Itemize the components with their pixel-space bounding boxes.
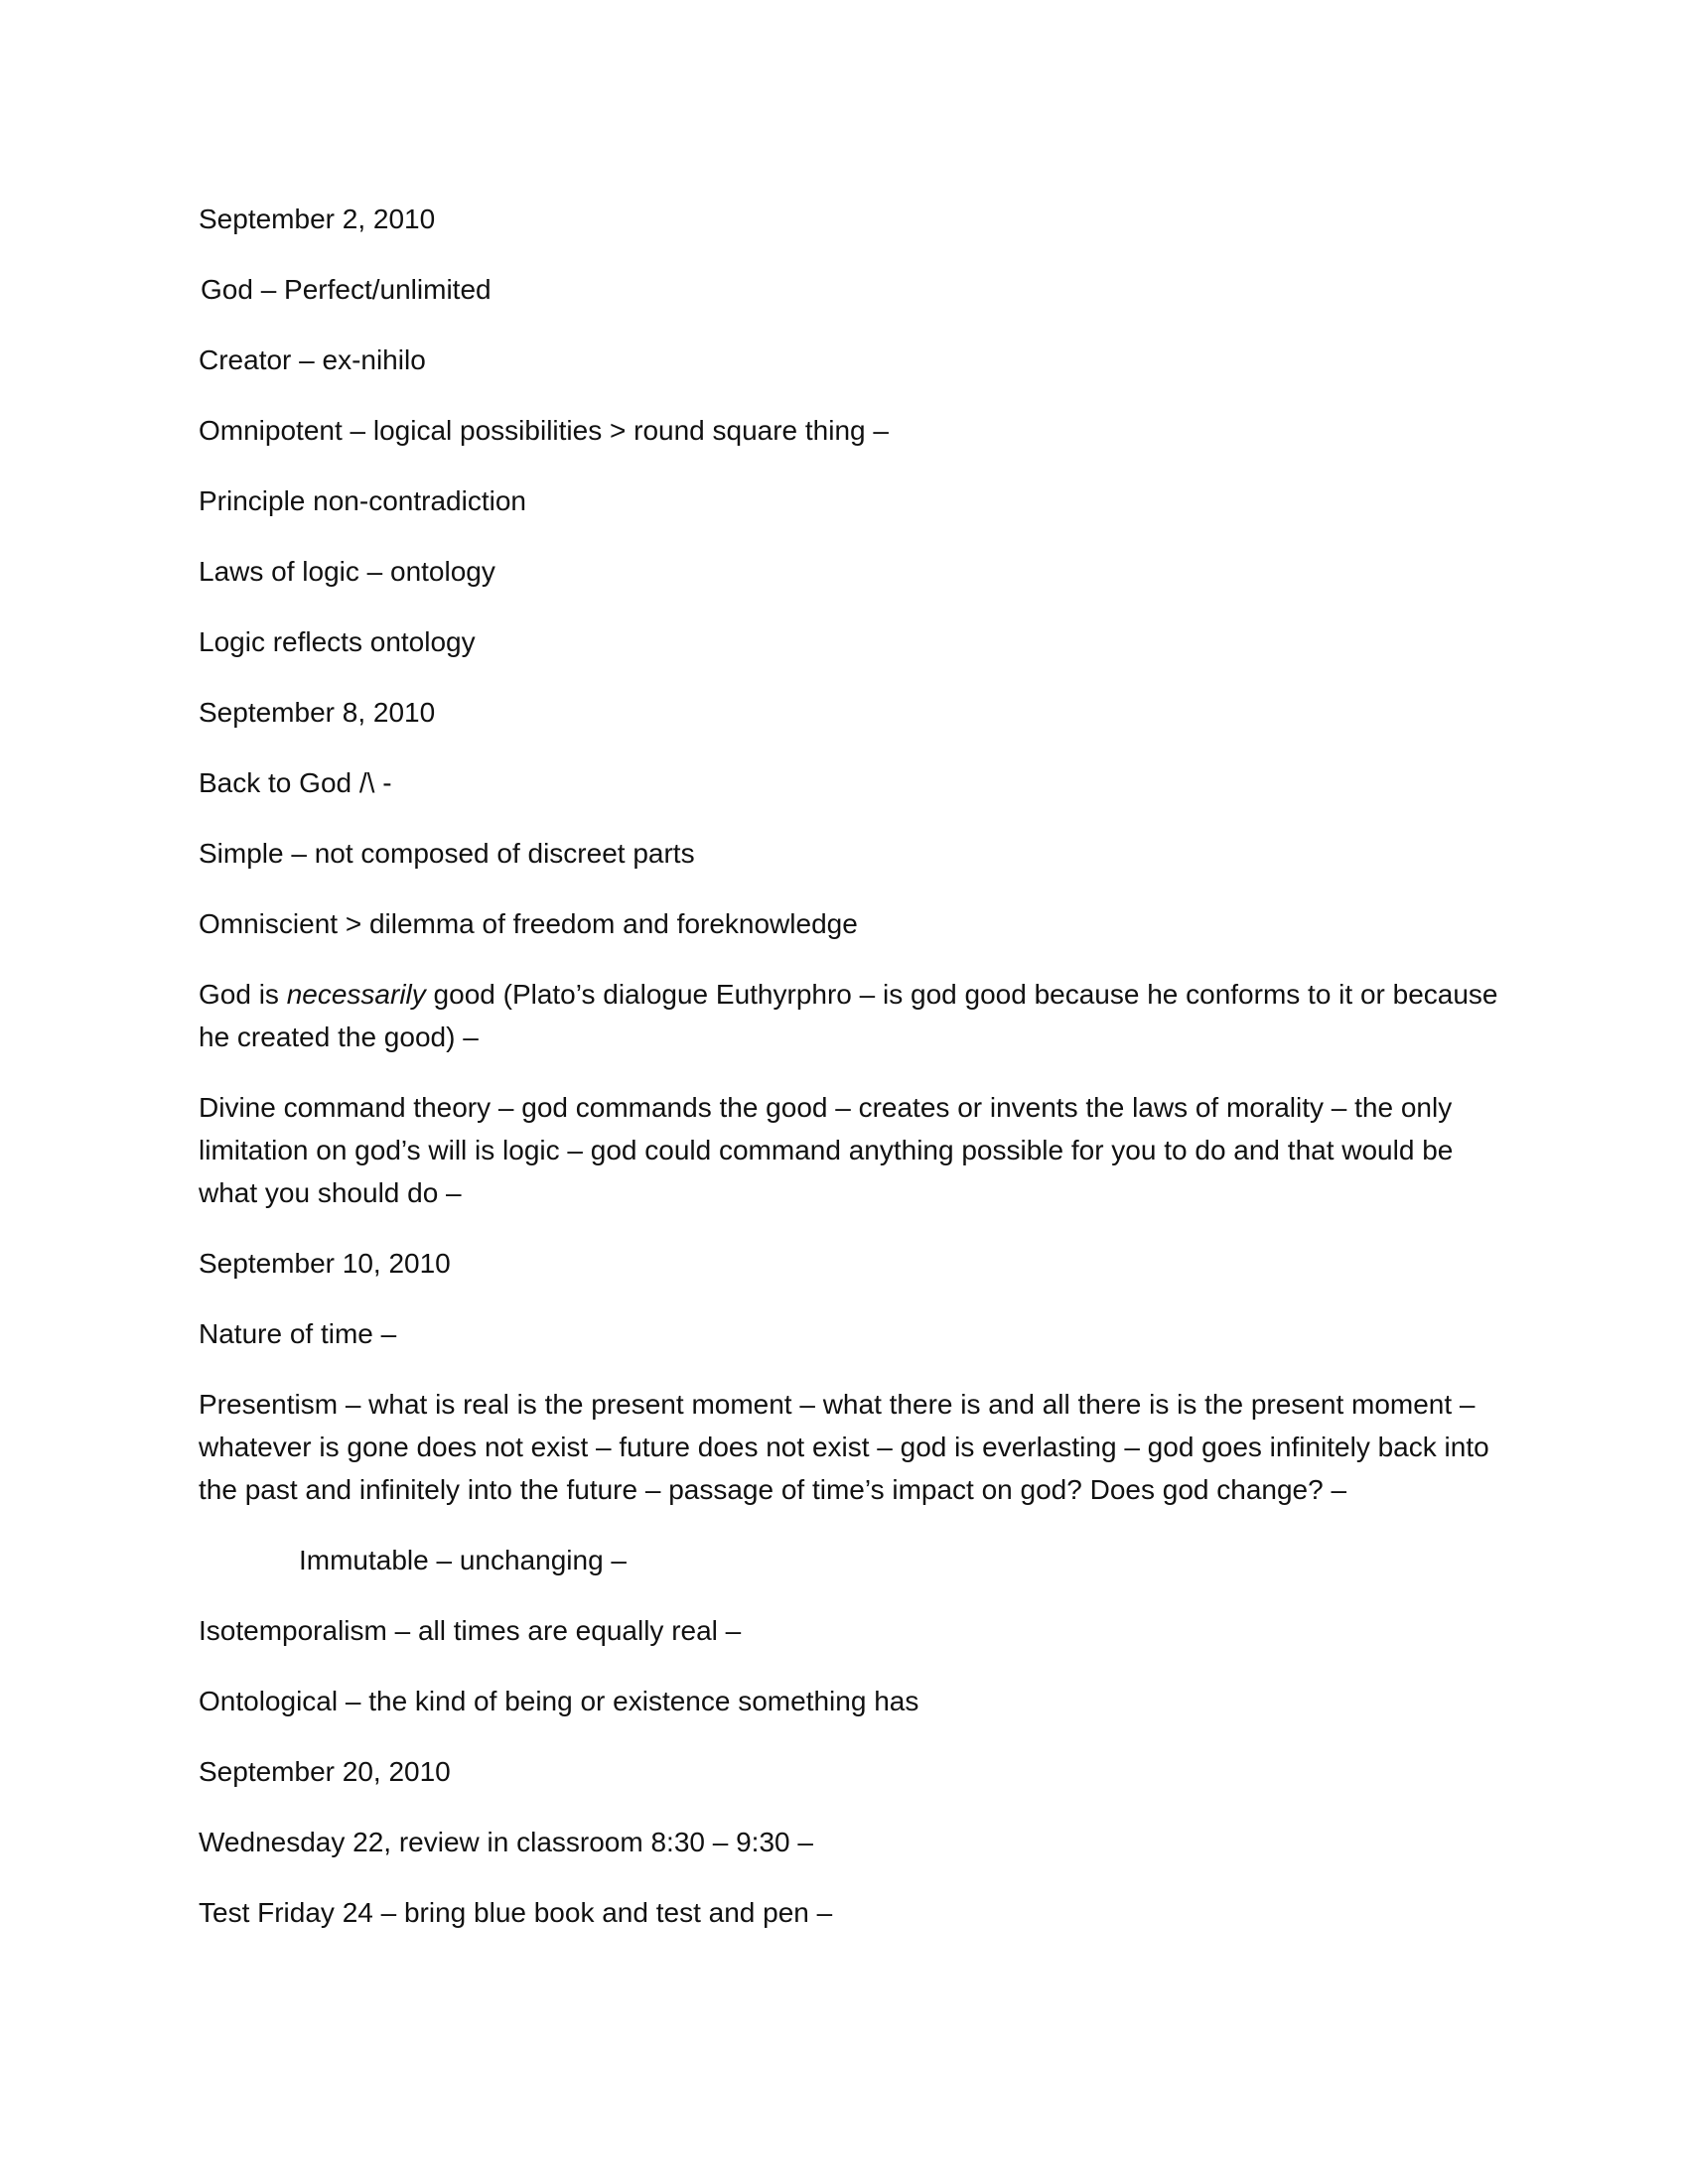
note-line: Test Friday 24 – bring blue book and test and pen –: [199, 1897, 833, 1928]
note-line: Omniscient > dilemma of freedom and foreknowledge: [199, 908, 858, 939]
indented-note-line: Immutable – unchanging –: [299, 1545, 627, 1575]
note-line: Isotemporalism – all times are equally real –: [199, 1615, 742, 1646]
note-line: Nature of time –: [199, 1318, 397, 1349]
note-line: Logic reflects ontology: [199, 626, 476, 657]
note-line: Omnipotent – logical possibilities > round square thing –: [199, 415, 889, 446]
note-line: Creator – ex-nihilo: [199, 344, 426, 375]
note-line: Principle non-contradiction: [199, 485, 526, 516]
note-text-before: God is: [199, 979, 287, 1010]
note-paragraph: Divine command theory – god commands the good – creates or invents the laws of morality – the only limitation on god’s will is logic – god could command anything possible for you to do and that would be what you should do –: [199, 1092, 1454, 1208]
note-text-after: good (Plato’s dialogue Euthyrphro – is god good because he conforms to it or because he created the good) –: [199, 979, 1498, 1052]
note-line: Wednesday 22, review in classroom 8:30 – 9:30 –: [199, 1827, 813, 1857]
date-heading: September 20, 2010: [199, 1756, 451, 1787]
note-line: God – Perfect/unlimited: [201, 274, 492, 305]
note-line: Ontological – the kind of being or existence something has: [199, 1686, 919, 1716]
date-heading: September 8, 2010: [199, 697, 436, 728]
note-paragraph: [199, 973, 1509, 1058]
note-line: Simple – not composed of discreet parts: [199, 838, 695, 869]
date-heading: September 10, 2010: [199, 1248, 451, 1279]
note-line: Laws of logic – ontology: [199, 556, 495, 587]
note-paragraph: Presentism – what is real is the present moment – what there is and all there is is the present moment – whatever is gone does not exist – future does not exist – god is everlasting – god goes infinitely back into the past and infinitely into the future – passage of time’s impact on god? Does god change? –: [199, 1389, 1489, 1505]
emphasized-word: necessarily: [286, 979, 426, 1010]
document-page: [199, 198, 1509, 1962]
note-line: Back to God /\ -: [199, 767, 392, 798]
date-heading: September 2, 2010: [199, 204, 436, 234]
